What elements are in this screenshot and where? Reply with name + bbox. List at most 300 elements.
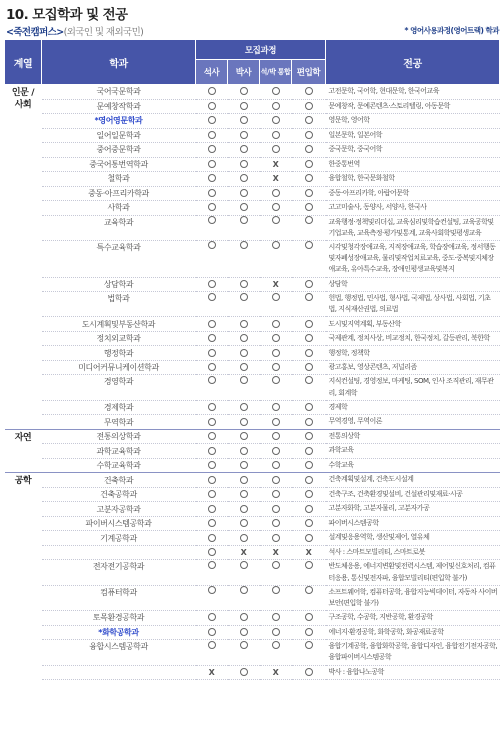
offered-mark [196, 317, 228, 332]
circle-icon [305, 87, 313, 95]
not-offered-mark: X [260, 545, 292, 560]
offered-mark [196, 186, 228, 201]
department-cell: 컴퓨터학과 [42, 585, 196, 610]
offered-mark [260, 502, 292, 517]
offered-mark [196, 611, 228, 626]
circle-icon [272, 363, 280, 371]
offered-mark [228, 611, 260, 626]
circle-icon [272, 534, 280, 542]
offered-mark [196, 502, 228, 517]
offered-mark [260, 444, 292, 459]
department-cell: 융합시스템공학과 [42, 640, 196, 665]
circle-icon [208, 280, 216, 288]
circle-icon [305, 628, 313, 636]
department-cell: 경제학과 [42, 400, 196, 415]
circle-icon [208, 534, 216, 542]
offered-mark [228, 114, 260, 129]
table-row [5, 625, 500, 640]
not-offered-mark: X [260, 277, 292, 292]
circle-icon [305, 561, 313, 569]
circle-icon [208, 418, 216, 426]
offered-mark [196, 531, 228, 546]
not-offered-mark: X [292, 545, 326, 560]
table-row [5, 292, 500, 317]
major-cell: 한중통번역 [326, 157, 500, 172]
circle-icon [208, 548, 216, 556]
department-cell: 건축공학과 [42, 487, 196, 502]
circle-icon [272, 349, 280, 357]
offered-mark [292, 473, 326, 488]
offered-mark [228, 444, 260, 459]
major-cell: 도시및지역계획, 부동산학 [326, 317, 500, 332]
circle-icon [272, 189, 280, 197]
circle-icon [272, 203, 280, 211]
offered-mark [228, 85, 260, 100]
offered-mark [260, 240, 292, 277]
circle-icon [208, 432, 216, 440]
table-row [5, 611, 500, 626]
department-cell: 경영학과 [42, 375, 196, 400]
table-row [5, 531, 500, 546]
major-cell: 박사 : 융합나노공학 [326, 665, 500, 680]
offered-mark [260, 458, 292, 473]
department-cell: 문예창작학과 [42, 99, 196, 114]
table-row [5, 157, 500, 172]
circle-icon [208, 189, 216, 197]
not-offered-mark: X [196, 665, 228, 680]
department-cell: 전자전기공학과 [42, 560, 196, 585]
offered-mark [228, 157, 260, 172]
table-row [5, 585, 500, 610]
department-cell: 중어중문학과 [42, 143, 196, 158]
circle-icon [305, 613, 313, 621]
offered-mark [228, 331, 260, 346]
circle-icon [272, 334, 280, 342]
circle-icon [240, 280, 248, 288]
circle-icon [208, 561, 216, 569]
offered-mark [260, 531, 292, 546]
department-cell: 교육학과 [42, 215, 196, 240]
department-cell: 일어일문학과 [42, 128, 196, 143]
circle-icon [305, 376, 313, 384]
circle-icon [305, 490, 313, 498]
offered-mark [260, 516, 292, 531]
header-doctoral: 박사 [228, 60, 260, 85]
circle-icon [305, 505, 313, 513]
offered-mark [228, 665, 260, 680]
major-cell: 고전문학, 국어학, 현대문학, 한국어교육 [326, 85, 500, 100]
circle-icon [240, 102, 248, 110]
offered-mark [292, 625, 326, 640]
major-cell: 교육행정·정책및리더십, 교육심리및학습컨설팅, 교육공학및기업교육, 교육측정·평가및통계, 교육사회학및평생교육 [326, 215, 500, 240]
circle-icon [305, 160, 313, 168]
offered-mark [228, 172, 260, 187]
circle-icon [240, 241, 248, 249]
major-cell: 영문학, 영어학 [326, 114, 500, 129]
offered-mark [196, 157, 228, 172]
offered-mark [260, 625, 292, 640]
offered-mark [196, 560, 228, 585]
table-row [5, 85, 500, 100]
circle-icon [272, 216, 280, 224]
campus-name: <죽전캠퍼스> [6, 27, 64, 38]
major-cell: 파이버시스템공학 [326, 516, 500, 531]
circle-icon [208, 102, 216, 110]
circle-icon [208, 160, 216, 168]
department-cell: 정치외교학과 [42, 331, 196, 346]
department-cell: 도시계획및부동산학과 [42, 317, 196, 332]
circle-icon [272, 447, 280, 455]
circle-icon [240, 334, 248, 342]
table-row [5, 545, 500, 560]
major-cell: 반도체응용, 에너지변환및전력시스템, 제어및신호처리, 컴퓨터응용, 통신및전자파, 융합모빌리티(편입학 불가) [326, 560, 500, 585]
circle-icon [240, 203, 248, 211]
major-cell: 소프트웨어학, 컴퓨터공학, 융합지능빅데이터, 자동차 사이버보안(편입학 불가) [326, 585, 500, 610]
offered-mark [196, 85, 228, 100]
circle-icon [240, 418, 248, 426]
english-track-note: * 영어사용과정(영어트랙) 학과 [404, 26, 499, 35]
offered-mark [292, 640, 326, 665]
circle-icon [208, 505, 216, 513]
offered-mark [228, 375, 260, 400]
circle-icon [272, 586, 280, 594]
offered-mark [228, 458, 260, 473]
circle-icon [240, 320, 248, 328]
circle-icon [208, 447, 216, 455]
circle-icon [208, 145, 216, 153]
major-cell: 석사 : 스마트모빌리티, 스마트로봇 [326, 545, 500, 560]
offered-mark [196, 545, 228, 560]
department-table [4, 39, 500, 680]
circle-icon [272, 461, 280, 469]
offered-mark [292, 346, 326, 361]
offered-mark [292, 277, 326, 292]
offered-mark [260, 640, 292, 665]
table-row [5, 240, 500, 277]
offered-mark [196, 292, 228, 317]
offered-mark [292, 502, 326, 517]
offered-mark [292, 360, 326, 375]
major-cell: 설계및응용역학, 생산및제어, 열유체 [326, 531, 500, 546]
circle-icon [240, 432, 248, 440]
circle-icon [208, 490, 216, 498]
circle-icon [208, 216, 216, 224]
offered-mark [196, 99, 228, 114]
offered-mark [292, 215, 326, 240]
circle-icon [272, 561, 280, 569]
offered-mark [260, 201, 292, 216]
offered-mark [196, 585, 228, 610]
table-row [5, 143, 500, 158]
offered-mark [260, 114, 292, 129]
offered-mark [292, 114, 326, 129]
offered-mark [260, 429, 292, 444]
circle-icon [305, 363, 313, 371]
department-cell: 국어국문학과 [42, 85, 196, 100]
circle-icon [240, 476, 248, 484]
offered-mark [292, 85, 326, 100]
header-integrated: 석/박 통합 [260, 60, 292, 85]
offered-mark [228, 560, 260, 585]
circle-icon [272, 432, 280, 440]
department-cell: 고분자공학과 [42, 502, 196, 517]
header-department: 학과 [42, 40, 196, 85]
offered-mark [292, 444, 326, 459]
circle-icon [240, 87, 248, 95]
circle-icon [272, 613, 280, 621]
offered-mark [228, 640, 260, 665]
circle-icon [272, 87, 280, 95]
department-cell: 무역학과 [42, 415, 196, 430]
offered-mark [228, 400, 260, 415]
circle-icon [305, 519, 313, 527]
offered-mark [260, 585, 292, 610]
major-cell: 시각및청각장애교육, 지적장애교육, 학습장애교육, 정서행동및자폐성장애교육, 물리및작업치료교육, 중도·중복및지체장애교육, 유아특수교육, 장애인평생교육및복지 [326, 240, 500, 277]
circle-icon [272, 131, 280, 139]
major-cell: 행정학, 정책학 [326, 346, 500, 361]
table-row [5, 560, 500, 585]
department-cell: 중동·아프리카학과 [42, 186, 196, 201]
offered-mark [196, 331, 228, 346]
header-major: 전공 [326, 40, 500, 85]
circle-icon [240, 160, 248, 168]
department-cell: 사학과 [42, 201, 196, 216]
offered-mark [196, 625, 228, 640]
circle-icon [240, 174, 248, 182]
offered-mark [196, 516, 228, 531]
circle-icon [305, 116, 313, 124]
offered-mark [292, 415, 326, 430]
circle-icon [240, 641, 248, 649]
offered-mark [292, 516, 326, 531]
circle-icon [305, 216, 313, 224]
category-cell: 인문 / 사회 [5, 85, 42, 430]
major-cell: 중동·아프리카학, 아랍어문학 [326, 186, 500, 201]
offered-mark [260, 375, 292, 400]
circle-icon [272, 376, 280, 384]
offered-mark [292, 400, 326, 415]
table-row [5, 186, 500, 201]
table-row [5, 172, 500, 187]
major-cell: 고분자화학, 고분자물리, 고분자가공 [326, 502, 500, 517]
department-cell: 전통의상학과 [42, 429, 196, 444]
offered-mark [292, 201, 326, 216]
offered-mark [228, 625, 260, 640]
offered-mark [292, 317, 326, 332]
offered-mark [260, 317, 292, 332]
circle-icon [208, 641, 216, 649]
circle-icon [240, 534, 248, 542]
circle-icon [240, 447, 248, 455]
offered-mark [196, 473, 228, 488]
circle-icon [208, 376, 216, 384]
not-offered-mark: X [260, 172, 292, 187]
offered-mark [292, 611, 326, 626]
circle-icon [272, 102, 280, 110]
major-cell: 일본문학, 일본어학 [326, 128, 500, 143]
offered-mark [228, 415, 260, 430]
offered-mark [228, 502, 260, 517]
offered-mark [196, 277, 228, 292]
offered-mark [228, 128, 260, 143]
major-cell: 상담학 [326, 277, 500, 292]
offered-mark [228, 473, 260, 488]
category-cell: 공학 [5, 473, 42, 680]
circle-icon [305, 174, 313, 182]
not-offered-mark: X [260, 665, 292, 680]
offered-mark [196, 429, 228, 444]
department-cell: 중국어통번역학과 [42, 157, 196, 172]
circle-icon [305, 418, 313, 426]
circle-icon [272, 403, 280, 411]
offered-mark [228, 240, 260, 277]
offered-mark [228, 429, 260, 444]
major-cell: 전통의상학 [326, 429, 500, 444]
offered-mark [228, 143, 260, 158]
circle-icon [208, 349, 216, 357]
circle-icon [240, 403, 248, 411]
circle-icon [305, 586, 313, 594]
major-cell: 고고미술사, 동양사, 서양사, 한국사 [326, 201, 500, 216]
major-cell: 융합기계공학, 융합화학공학, 융합디자인, 융합전기전자공학, 융합파이버시스템공학 [326, 640, 500, 665]
offered-mark [292, 375, 326, 400]
major-cell: 구조공학, 수공학, 지반공학, 환경공학 [326, 611, 500, 626]
table-body [5, 85, 500, 680]
department-cell: 과학교육학과 [42, 444, 196, 459]
table-row [5, 458, 500, 473]
header-transfer: 편입학 [292, 60, 326, 85]
offered-mark [260, 85, 292, 100]
table-row [5, 277, 500, 292]
circle-icon [240, 293, 248, 301]
offered-mark [196, 375, 228, 400]
circle-icon [305, 280, 313, 288]
circle-icon [305, 534, 313, 542]
circle-icon [240, 376, 248, 384]
circle-icon [272, 241, 280, 249]
table-row [5, 99, 500, 114]
circle-icon [305, 241, 313, 249]
table-row [5, 665, 500, 680]
circle-icon [208, 334, 216, 342]
circle-icon [305, 447, 313, 455]
circle-icon [240, 490, 248, 498]
major-cell: 건축계획및설계, 건축도시설계 [326, 473, 500, 488]
major-cell: 과학교육 [326, 444, 500, 459]
circle-icon [208, 586, 216, 594]
circle-icon [240, 461, 248, 469]
offered-mark [260, 560, 292, 585]
offered-mark [260, 186, 292, 201]
circle-icon [208, 293, 216, 301]
offered-mark [260, 487, 292, 502]
offered-mark [292, 240, 326, 277]
offered-mark [292, 585, 326, 610]
circle-icon [305, 293, 313, 301]
circle-icon [240, 519, 248, 527]
offered-mark [260, 143, 292, 158]
header-recruit-group: 모집과정 [196, 40, 326, 60]
offered-mark [292, 99, 326, 114]
table-row [5, 360, 500, 375]
offered-mark [196, 143, 228, 158]
offered-mark [260, 292, 292, 317]
circle-icon [240, 349, 248, 357]
circle-icon [208, 174, 216, 182]
circle-icon [305, 349, 313, 357]
circle-icon [208, 116, 216, 124]
circle-icon [272, 628, 280, 636]
offered-mark [260, 331, 292, 346]
offered-mark [228, 516, 260, 531]
offered-mark [196, 128, 228, 143]
offered-mark [260, 415, 292, 430]
major-cell: 헌법, 행정법, 민사법, 형사법, 국제법, 상사법, 사회법, 기초법, 지식재산권법, 의료법 [326, 292, 500, 317]
department-cell [42, 665, 196, 680]
circle-icon [208, 613, 216, 621]
major-cell: 지식컨설팅, 경영정보, 마케팅, SOM, 인사 조직관리, 재무관리, 회계학 [326, 375, 500, 400]
circle-icon [272, 145, 280, 153]
department-cell: 수학교육학과 [42, 458, 196, 473]
department-cell: 철학과 [42, 172, 196, 187]
header-category: 계열 [5, 40, 42, 85]
department-cell: 토목환경공학과 [42, 611, 196, 626]
department-cell: 상담학과 [42, 277, 196, 292]
offered-mark [196, 360, 228, 375]
offered-mark [196, 415, 228, 430]
offered-mark [228, 531, 260, 546]
circle-icon [305, 334, 313, 342]
category-cell: 자연 [5, 429, 42, 473]
major-cell: 경제학 [326, 400, 500, 415]
circle-icon [305, 102, 313, 110]
major-cell: 수학교육 [326, 458, 500, 473]
table-row [5, 415, 500, 430]
department-cell: *화학공학과 [42, 625, 196, 640]
table-row [5, 516, 500, 531]
circle-icon [240, 216, 248, 224]
offered-mark [228, 360, 260, 375]
circle-icon [240, 668, 248, 676]
circle-icon [208, 461, 216, 469]
major-cell: 국제관계, 정치사상, 비교정치, 한국정치, 갈등관리, 북한학 [326, 331, 500, 346]
offered-mark [292, 531, 326, 546]
offered-mark [228, 346, 260, 361]
table-row [5, 317, 500, 332]
major-cell: 문예창작, 문예콘텐츠·스토리텔링, 아동문학 [326, 99, 500, 114]
page-title: 10. 모집학과 및 전공 [6, 7, 128, 23]
circle-icon [208, 476, 216, 484]
offered-mark [292, 143, 326, 158]
offered-mark [228, 277, 260, 292]
circle-icon [272, 490, 280, 498]
department-cell: 미디어커뮤니케이션학과 [42, 360, 196, 375]
circle-icon [305, 641, 313, 649]
offered-mark [228, 487, 260, 502]
header-masters: 석사 [196, 60, 228, 85]
not-offered-mark: X [260, 157, 292, 172]
major-cell: 중국문학, 중국어학 [326, 143, 500, 158]
circle-icon [208, 87, 216, 95]
circle-icon [305, 476, 313, 484]
circle-icon [305, 668, 313, 676]
department-cell: 특수교육학과 [42, 240, 196, 277]
campus-subtitle [6, 24, 143, 38]
table-row [5, 444, 500, 459]
circle-icon [240, 505, 248, 513]
table-row [5, 400, 500, 415]
circle-icon [305, 189, 313, 197]
